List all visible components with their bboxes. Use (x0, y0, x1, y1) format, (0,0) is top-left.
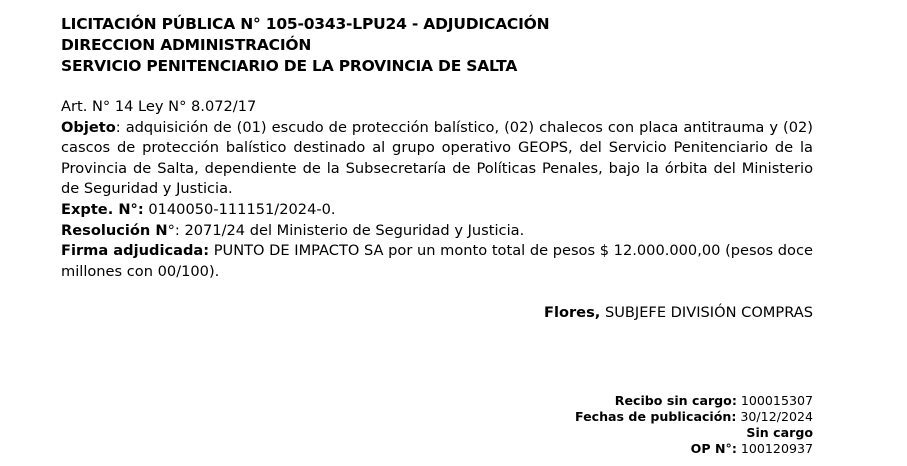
op-line (575, 441, 813, 457)
department-name: DIRECCION ADMINISTRACIÓN (61, 36, 312, 54)
fechas-line (575, 409, 813, 425)
document-page (61, 14, 813, 323)
sin-cargo-label: Sin cargo (746, 425, 813, 440)
op-value: 100120937 (736, 441, 813, 456)
resolucion-label: Resolución N (61, 221, 168, 239)
recibo-value: 100015307 (736, 393, 813, 408)
document-body (61, 97, 813, 282)
tender-title: LICITACIÓN PÚBLICA N° 105-0343-LPU24 - ADJUDICACIÓN (61, 15, 550, 33)
op-label: OP N°: (690, 441, 737, 456)
publication-footer (575, 393, 813, 457)
signatory-name: Flores, (543, 304, 601, 322)
fechas-value: 30/12/2024 (736, 409, 813, 424)
objeto-text: adquisición de (01) escudo de protección balístico, (02) chalecos con placa antitrauma y (02) cascos de protección balístico destinado al grupo operativo GEOPS, del Servicio Penitenciario de la Provincia de Salta, dependiente de la Subsecretaría de Políticas Penales, bajo la órbita del Ministerio de Seguridad y Justicia. (61, 118, 813, 198)
firma-paragraph (61, 241, 813, 282)
expediente-number: 0140050-111151/2024-0. (143, 200, 336, 218)
signature-block (61, 303, 813, 323)
recibo-label: Recibo sin cargo: (614, 393, 737, 408)
signatory-title: SUBJEFE DIVISIÓN COMPRAS (600, 304, 813, 322)
objeto-colon: : (115, 118, 121, 136)
objeto-paragraph (61, 118, 813, 200)
resolucion-line (61, 221, 813, 242)
document-header (61, 14, 813, 77)
expediente-line (61, 200, 813, 221)
recibo-line (575, 393, 813, 409)
objeto-label: Objeto (61, 118, 116, 136)
resolucion-text: °: 2071/24 del Ministerio de Seguridad y Justicia. (167, 221, 525, 239)
fechas-label: Fechas de publicación: (574, 409, 737, 424)
firma-text: PUNTO DE IMPACTO SA por un monto total de pesos $ 12.000.000,00 (pesos doce millones con 00/100). (61, 242, 813, 280)
firma-label: Firma adjudicada: (61, 242, 210, 260)
institution-name: SERVICIO PENITENCIARIO DE LA PROVINCIA DE SALTA (61, 57, 518, 75)
legal-reference: Art. N° 14 Ley N° 8.072/17 (61, 98, 257, 115)
expediente-label: Expte. N°: (61, 200, 144, 218)
